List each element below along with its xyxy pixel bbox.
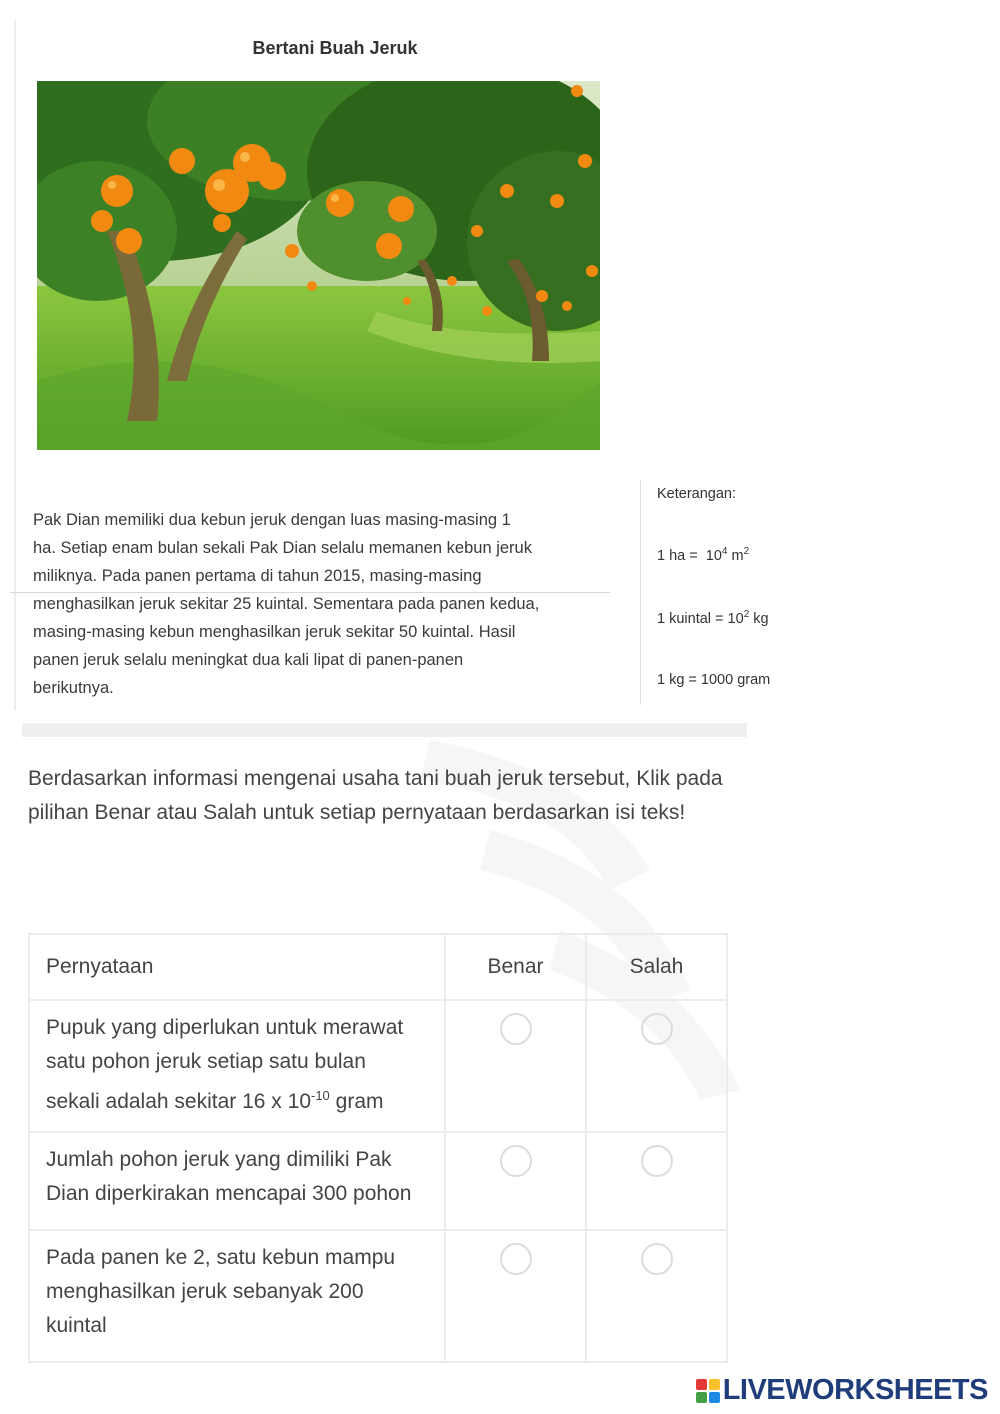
conversion-kuintal: 1 kuintal = $10^2$ kg bbox=[657, 609, 769, 627]
story-text bbox=[33, 506, 608, 702]
story-line: berikutnya. bbox=[33, 679, 114, 697]
table-row bbox=[29, 1230, 727, 1362]
benar-radio[interactable] bbox=[500, 1145, 532, 1177]
benar-radio[interactable] bbox=[500, 1243, 532, 1275]
liveworksheets-logo-text: LIVEWORKSHEETS bbox=[722, 1374, 988, 1406]
page-title: Bertani Buah Jeruk bbox=[252, 38, 418, 58]
header-benar: Benar bbox=[445, 934, 586, 1000]
liveworksheets-logo bbox=[696, 1374, 988, 1407]
keterangan-title: Keterangan: bbox=[657, 486, 737, 502]
benar-cell bbox=[445, 1000, 586, 1132]
table-row bbox=[29, 1000, 727, 1132]
story-line: menghasilkan jeruk sekitar 25 kuintal. Sementara pada panen kedua, bbox=[33, 595, 540, 613]
orange-orchard-image bbox=[37, 81, 600, 450]
header-salah: Salah bbox=[586, 934, 727, 1000]
benar-radio[interactable] bbox=[500, 1013, 532, 1045]
story-line: ha. Setiap enam bulan sekali Pak Dian selalu memanen kebun jeruk bbox=[33, 539, 532, 557]
benar-cell bbox=[445, 1230, 586, 1362]
conversion-ha: 1 ha = $10^4$ $m^2$ bbox=[657, 546, 750, 564]
liveworksheets-logo-icon bbox=[696, 1379, 720, 1403]
salah-radio[interactable] bbox=[641, 1013, 673, 1045]
statement-cell: Pada panen ke 2, satu kebun mampu menghasilkan jeruk sebanyak 200 kuintal bbox=[29, 1230, 445, 1362]
table-row bbox=[29, 1132, 727, 1230]
statement-cell: Pupuk yang diperlukan untuk merawat satu pohon jeruk setiap satu bulan sekali adalah sekitar 16 x $10^{-10}$ gram bbox=[29, 1000, 445, 1132]
story-line: miliknya. Pada panen pertama di tahun 2015, masing-masing bbox=[33, 567, 482, 585]
section-band bbox=[22, 723, 747, 737]
statements-table bbox=[28, 933, 728, 1363]
salah-cell bbox=[586, 1000, 727, 1132]
salah-cell bbox=[586, 1230, 727, 1362]
header-statement: Pernyataan bbox=[29, 934, 445, 1000]
story-line: masing-masing kebun menghasilkan jeruk sekitar 50 kuintal. Hasil bbox=[33, 623, 516, 641]
keterangan-divider bbox=[640, 480, 641, 705]
table-header-row bbox=[29, 934, 727, 1000]
salah-cell bbox=[586, 1132, 727, 1230]
statement-cell: Jumlah pohon jeruk yang dimiliki Pak Dian diperkirakan mencapai 300 pohon bbox=[29, 1132, 445, 1230]
story-line: panen jeruk selalu meningkat dua kali lipat di panen-panen bbox=[33, 651, 464, 669]
salah-radio[interactable] bbox=[641, 1145, 673, 1177]
left-border bbox=[14, 20, 16, 710]
story-divider bbox=[10, 592, 610, 593]
conversion-kg: 1 kg = 1000 gram bbox=[657, 672, 771, 688]
benar-cell bbox=[445, 1132, 586, 1230]
salah-radio[interactable] bbox=[641, 1243, 673, 1275]
instruction-text: Berdasarkan informasi mengenai usaha tani buah jeruk tersebut, Klik pada pilihan Benar atau Salah untuk setiap pernyataan berdasarkan isi teks! bbox=[28, 767, 723, 824]
story-line: Pak Dian memiliki dua kebun jeruk dengan luas masing-masing 1 bbox=[33, 511, 511, 529]
